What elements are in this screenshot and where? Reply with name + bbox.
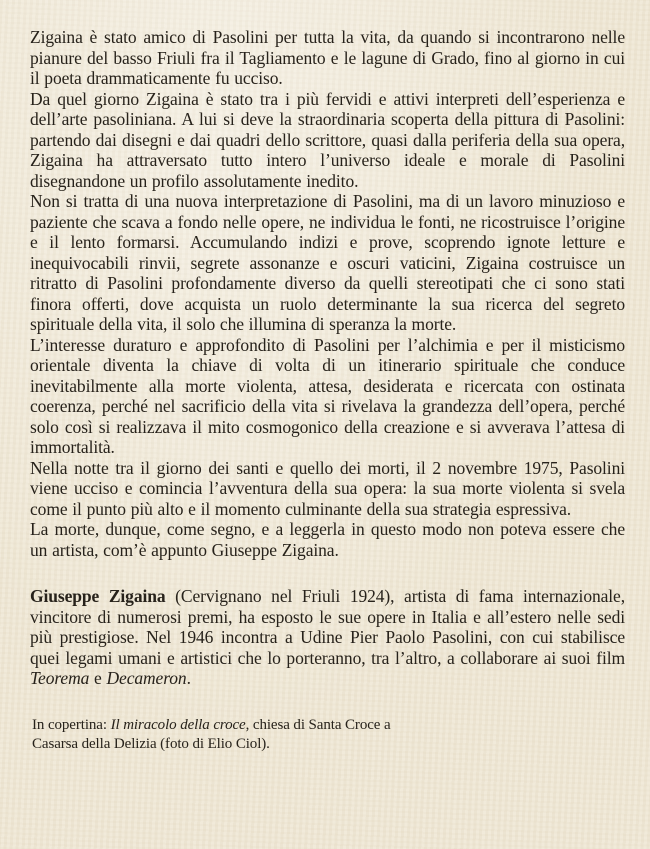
blurb-paragraph-1: Zigaina è stato amico di Pasolini per tutta la vita, da quando si incontrarono nelle pianure del basso Friuli fra il Tagliamento e le lagune di Grado, fino al giorno in cui il poeta drammaticamente fu ucciso.	[30, 27, 625, 88]
blurb-paragraph-3: Non si tratta di una nuova interpretazione di Pasolini, ma di un lavoro minuzioso e paziente che scava a fondo nelle opere, ne individua le fonti, ne ricostruisce l’origine e il lento formarsi. Accumulando indizi e prove, scoprendo ignote letture e inequivocabili rinvii, segrete assonanze e oscuri vaticini, Zigaina costruisce un ritratto di Pasolini profondamente diverso da quelli stereotipati che ci sono stati finora offerti, dove acquista un ruolo determinante la sua ricerca del segreto spirituale della vita, il solo che illumina di speranza la morte.	[30, 191, 625, 334]
artwork-title: Il miracolo della croce	[110, 716, 246, 733]
blurb-paragraph-6: La morte, dunque, come segno, e a leggerla in questo modo non poteva essere che un artista, com’è appunto Giuseppe Zigaina.	[30, 519, 625, 560]
author-bio-text: (Cervignano nel Friuli 1924), artista di fama internazionale, vincitore di numerosi premi, ha esposto le sue opere in Italia e all’estero nelle sedi più prestigiose. Nel 1946 incontra a Udine Pier Paolo Pasolini, con cui stabilisce quei legami umani e artistici che lo porteranno, tra l’altro, a collaborare ai suoi film	[30, 586, 625, 668]
author-bio	[30, 586, 625, 689]
author-name: Giuseppe Zigaina	[30, 586, 166, 606]
film-title-teorema: Teorema	[30, 668, 90, 688]
film-title-decameron: Decameron	[106, 668, 187, 688]
blurb-paragraph-4: L’interesse duraturo e approfondito di Pasolini per l’alchimia e per il misticismo orientale diventa la chiave di volta di un itinerario spirituale che conduce inevitabilmente alla morte violenta, attesa, desiderata e ricercata con ostinata coerenza, perché nel sacrificio della vita si rivelava la grandezza dell’opera, perché solo così si realizzava il mito cosmogonico della creazione e si avverava l’attesa di immortalità.	[30, 334, 625, 457]
blurb-paragraph-2: Da quel giorno Zigaina è stato tra i più fervidi e attivi interpreti dell’esperienza e dell’arte pasoliniana. A lui si deve la straordinaria scoperta della pittura di Pasolini: partendo dai disegni e dai quadri dello scrittore, quasi dalla periferia della sua opera, Zigaina ha attraversato tutto intero l’universo ideale e morale di Pasolini disegnandone un profilo assolutamente inedito.	[30, 88, 625, 191]
cover-credit-note	[32, 716, 414, 754]
author-bio-text: e	[89, 668, 107, 688]
cover-credit-text: , chiesa di Santa Croce a Casarsa della Delizia (foto di Elio Ciol).	[32, 716, 391, 752]
blurb-paragraph-5: Nella notte tra il giorno dei santi e quello dei morti, il 2 novembre 1975, Pasolini viene ucciso e comincia l’avventura della sua opera: la sua morte violenta si svela come il punto più alto e il momento culminante della sua strategia espressiva.	[30, 457, 625, 519]
author-bio-text: .	[186, 668, 191, 688]
blurb-text	[30, 27, 625, 560]
cover-credit-label: In copertina:	[32, 716, 111, 733]
